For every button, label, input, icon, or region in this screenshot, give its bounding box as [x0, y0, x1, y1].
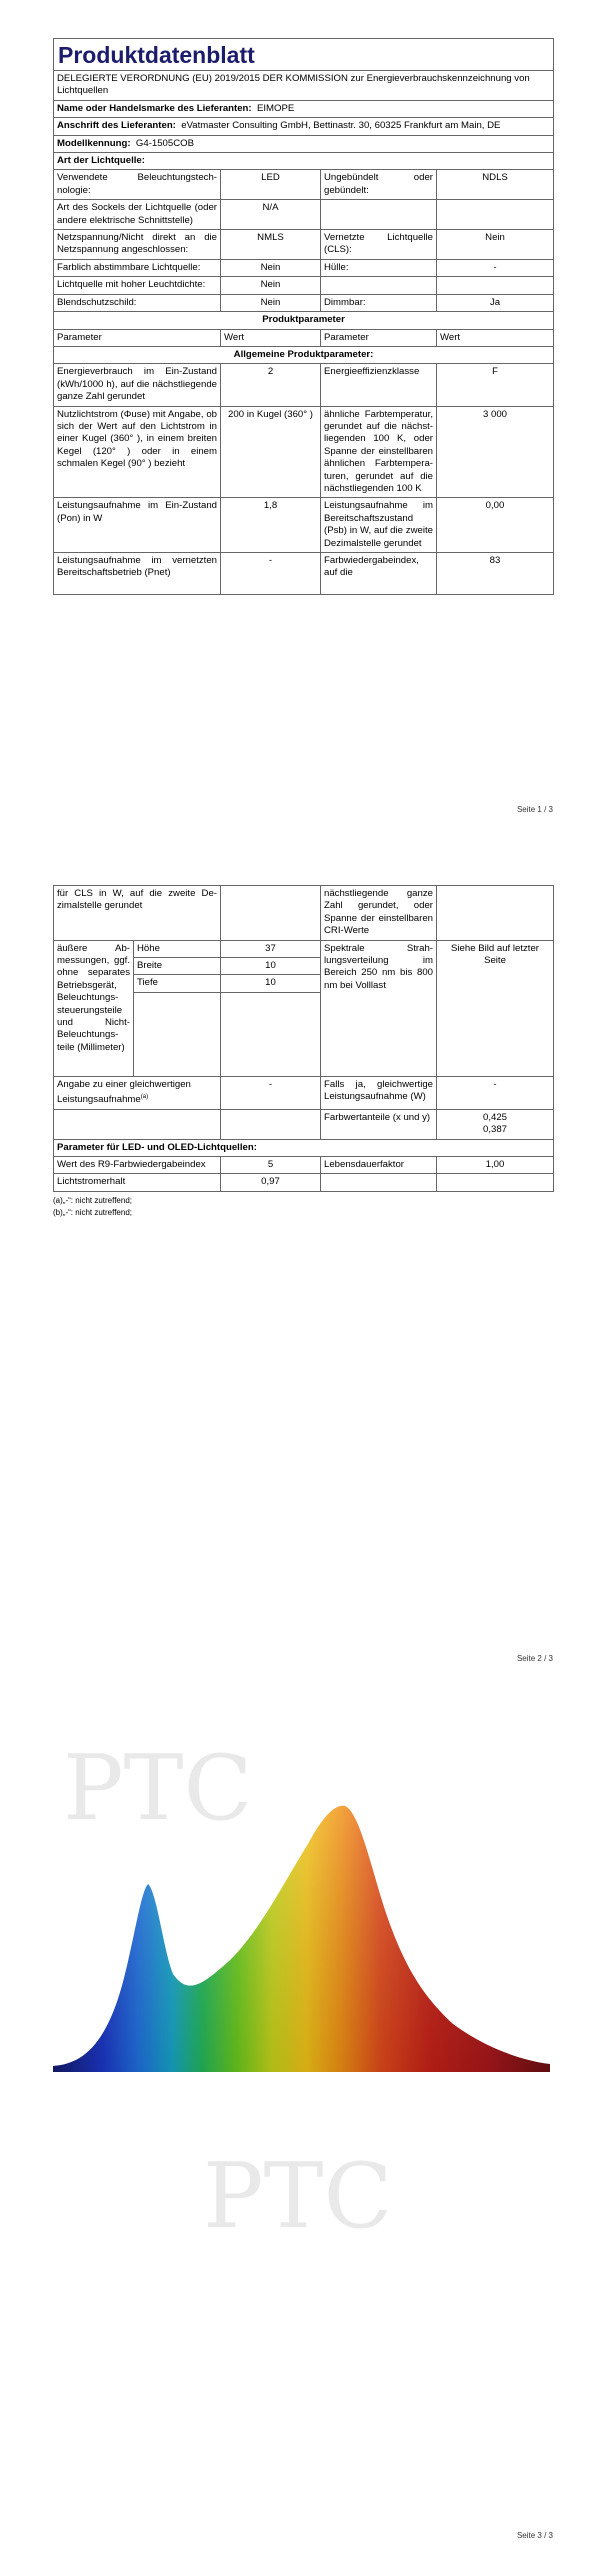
chromaticity-value: 0,425 0,387 [437, 1109, 554, 1139]
model-row [54, 135, 554, 152]
equivalent-watt-value: - [437, 1076, 554, 1109]
col-header-param: Parameter [54, 329, 221, 346]
footnote-a: (a)„-“: nicht zutreffend; [53, 1195, 132, 1205]
network-standby-label-cont: für CLS in W, auf die zweite Dezimalstelle gerundet [54, 886, 221, 941]
luminous-flux-label: Nutzlichtstrom (Φuse) mit Angabe, ob sich der Wert auf den Lichtstrom in einer Kugel (360° ), in einem breiten Kegel (120° ) oder in einem schmalen Kegel (90° ) bezieht [54, 406, 221, 498]
type-value: Nein [221, 294, 321, 311]
regulation-text: DELEGIERTE VERORDNUNG (EU) 2019/2015 DER KOMMISSION zur Energieverbrauchskennzeichnung von Lichtquellen [54, 71, 554, 101]
empty-cell [321, 1174, 437, 1191]
type-heading: Art der Lichtquelle: [54, 153, 554, 170]
network-standby-value: - [221, 553, 321, 595]
spectrum-chart [53, 1734, 550, 2254]
cct-value: 3 000 [437, 406, 554, 498]
watermark-text: PTC [63, 1736, 253, 1841]
col-header-value: Wert [221, 329, 321, 346]
type-label [321, 277, 437, 294]
type-label: Farblich abstimmbare Lichtquelle: [54, 259, 221, 276]
address-value: eVatmaster Consulting GmbH, Bettinastr. 30, 60325 Frankfurt am Main, DE [181, 120, 501, 132]
address-label: Anschrift des Lieferanten: [57, 120, 176, 132]
type-label: Vernetzte Lichtquelle (CLS): [321, 230, 437, 260]
network-standby-label: Leistungsaufnahme im vernetzten Bereitschaftsbetrieb (Pnet) [54, 553, 221, 595]
spectral-distribution-value: Siehe Bild auf letzter Seite [437, 940, 554, 1076]
footnote-b: (b)„-“: nicht zutreffend; [53, 1207, 132, 1217]
empty-cell [221, 886, 321, 941]
empty-cell [134, 992, 221, 1076]
type-value [437, 200, 554, 230]
type-label: Ungebündelt oder gebündelt: [321, 170, 437, 200]
type-label [321, 200, 437, 230]
equivalent-watt-label: Falls ja, gleichwertige Leistungsaufnahme (W) [321, 1076, 437, 1109]
type-label: Netzspannung/Nicht direkt an die Netzspannung angeschlossen: [54, 230, 221, 260]
standby-power-value: 0,00 [437, 498, 554, 553]
type-value: Nein [437, 230, 554, 260]
col-header-value: Wert [437, 329, 554, 346]
equivalent-power-label: Angabe zu einer gleichwertigen Leistungsaufnahme$^{(a)}$ [54, 1076, 221, 1109]
lifetime-factor-label: Lebensdauerfaktor [321, 1157, 437, 1174]
supplier-value: EIMOPE [256, 102, 295, 114]
address-row [54, 118, 554, 135]
standby-power-label: Leistungsaufnahme im Bereitschaftszustand (Psb) in W, auf die zweite Dezimalstelle gerundet [321, 498, 437, 553]
energy-class-label: Energieeffizienzklasse [321, 364, 437, 406]
type-row [54, 259, 554, 276]
param-row [54, 553, 554, 595]
cct-label: ähnliche Farbtemperatur, gerundet auf die nächstliegenden 100 K, oder Spanne der einstellbaren ähnlichen Farbtemperaturen, gerundet auf die nächstliegenden 100 K [321, 406, 437, 498]
flux-maintenance-value: 0,97 [221, 1174, 321, 1191]
dimension-row [54, 940, 554, 957]
type-label: Lichtquelle mit hoher Leuchtdichte: [54, 277, 221, 294]
empty-cell [54, 1109, 221, 1139]
width-label: Breite [134, 958, 221, 975]
type-value: Nein [221, 259, 321, 276]
r9-label: Wert des R9-Farbwiedergabeindex [54, 1157, 221, 1174]
param-row [54, 1174, 554, 1191]
type-row [54, 230, 554, 260]
type-value: Nein [221, 277, 321, 294]
depth-label: Tiefe [134, 975, 221, 992]
energy-consumption-label: Energieverbrauch im Ein-Zustand (kWh/1000 h), auf die nächstliegende ganze Zahl gerundet [54, 364, 221, 406]
empty-cell [221, 992, 321, 1076]
param-row [54, 498, 554, 553]
type-value [437, 277, 554, 294]
page-number: Seite 2 / 3 [516, 1654, 553, 1663]
param-row [54, 364, 554, 406]
energy-class-value: F [437, 364, 554, 406]
model-label: Modellkennung: [57, 137, 131, 149]
supplier-row [54, 100, 554, 117]
param-row [54, 1157, 554, 1174]
type-label: Dimmbar: [321, 294, 437, 311]
height-value: 37 [221, 940, 321, 957]
section-product-params: Produktparameter [54, 312, 554, 329]
page-3 [0, 1722, 603, 2560]
type-label: Blendschutzschild: [54, 294, 221, 311]
page-number: Seite 3 / 3 [516, 2531, 553, 2540]
spectral-distribution-label: Spektrale Strahlungsverteilung im Bereich 250 nm bis 800 nm bei Volllast [321, 940, 437, 1076]
type-row [54, 170, 554, 200]
type-value: - [437, 259, 554, 276]
lifetime-factor-value: 1,00 [437, 1157, 554, 1174]
r9-value: 5 [221, 1157, 321, 1174]
col-header-param: Parameter [321, 329, 437, 346]
height-label: Höhe [134, 940, 221, 957]
empty-cell [221, 1109, 321, 1139]
spectrum-figure [53, 1734, 550, 2254]
type-value: NMLS [221, 230, 321, 260]
model-value: G4-1505COB [135, 137, 195, 149]
energy-consumption-value: 2 [221, 364, 321, 406]
page-2 [0, 878, 603, 1678]
width-value: 10 [221, 958, 321, 975]
page-number: Seite 1 / 3 [516, 805, 553, 814]
type-label: Verwendete Beleuchtungstechnologie: [54, 170, 221, 200]
section-general-params: Allgemeine Produktparameter: [54, 346, 554, 363]
type-value: NDLS [437, 170, 554, 200]
type-label: Hülle: [321, 259, 437, 276]
document-title: Produktdatenblatt [54, 39, 554, 71]
chromaticity-label: Farbwertanteile (x und y) [321, 1109, 437, 1139]
empty-cell [437, 1174, 554, 1191]
luminous-flux-value: 200 in Kugel (360° ) [221, 406, 321, 498]
product-sheet-table-top [53, 38, 554, 595]
cri-value: 83 [437, 553, 554, 595]
param-row [54, 1109, 554, 1139]
section-led-params: Parameter für LED- und OLED-Lichtquellen: [54, 1139, 554, 1156]
depth-value: 10 [221, 975, 321, 992]
cri-label: Farbwiedergabeindex, auf die [321, 553, 437, 595]
type-row [54, 200, 554, 230]
on-power-value: 1,8 [221, 498, 321, 553]
product-sheet-table-cont [53, 885, 554, 1192]
type-label: Art des Sockels der Lichtquelle (oder andere elektrische Schnittstelle) [54, 200, 221, 230]
equivalent-power-text: Angabe zu einer gleichwertigen Leistungsaufnahme [57, 1078, 191, 1106]
flux-maintenance-label: Lichtstromerhalt [54, 1174, 221, 1191]
type-row [54, 294, 554, 311]
equivalent-power-value: - [221, 1076, 321, 1109]
param-row [54, 886, 554, 941]
type-value: N/A [221, 200, 321, 230]
type-value: LED [221, 170, 321, 200]
page-1 [0, 0, 603, 830]
param-row [54, 406, 554, 498]
on-power-label: Leistungsaufnahme im Ein-Zustand (Pon) in W [54, 498, 221, 553]
dimensions-label: äußere Abmessungen, ggf. ohne separates Betriebsgerät, Beleuchtungssteuerungsteile und Nicht-Beleuchtungsteile (Millimeter) [54, 940, 134, 1076]
param-header-row [54, 329, 554, 346]
watermark-text: PTC [203, 2144, 393, 2249]
type-value: Ja [437, 294, 554, 311]
cri-label-cont: nächstliegende ganze Zahl gerundet, oder Spanne der einstellbaren CRI-Werte [321, 886, 437, 941]
spectrum-shading [53, 1806, 550, 2072]
param-row [54, 1076, 554, 1109]
empty-cell [437, 886, 554, 941]
type-row [54, 277, 554, 294]
supplier-label: Name oder Handelsmarke des Lieferanten: [57, 102, 252, 114]
